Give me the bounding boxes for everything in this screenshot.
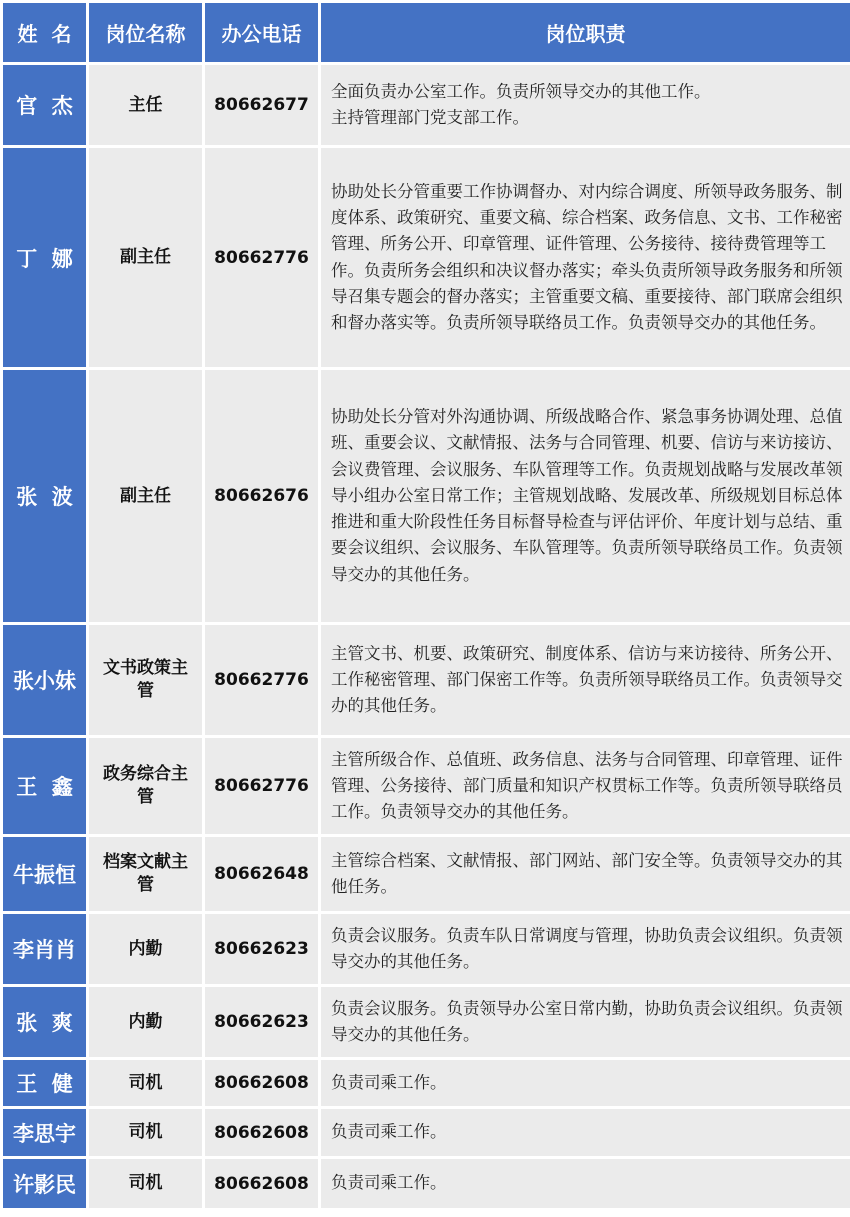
- duty-text: 负责司乘工作。: [331, 1122, 447, 1142]
- table-row: [3, 148, 850, 367]
- phone-cell: 80662776: [205, 625, 318, 735]
- duty-cell: [321, 914, 850, 984]
- duty-cell: [321, 1060, 850, 1106]
- position-cell: 副主任: [89, 370, 202, 622]
- name-cell: 王 健: [3, 1060, 86, 1106]
- table-row: [3, 1159, 850, 1208]
- name-cell: 李肖肖: [3, 914, 86, 984]
- header-row: [3, 3, 850, 62]
- duty-text: 主管综合档案、文献情报、部门网站、部门安全等。负责领导交办的其他任务。: [331, 850, 843, 896]
- phone-cell: 80662608: [205, 1109, 318, 1156]
- duty-cell: [321, 837, 850, 911]
- duty-cell: [321, 987, 850, 1057]
- header-name: 姓 名: [3, 3, 86, 62]
- header-duty: 岗位职责: [321, 3, 850, 62]
- table-row: [3, 837, 850, 911]
- header-position: 岗位名称: [89, 3, 202, 62]
- duty-cell: [321, 738, 850, 834]
- phone-cell: 80662608: [205, 1159, 318, 1208]
- name-cell: 张小妹: [3, 625, 86, 735]
- position-cell: 文书政策主管: [89, 625, 202, 735]
- name-cell: 丁 娜: [3, 148, 86, 367]
- position-cell: 内勤: [89, 914, 202, 984]
- name-cell: 许影民: [3, 1159, 86, 1208]
- table-row: [3, 987, 850, 1057]
- name-cell: 张 爽: [3, 987, 86, 1057]
- table-row: [3, 625, 850, 735]
- header-phone: 办公电话: [205, 3, 318, 62]
- duty-text: 负责司乘工作。: [331, 1173, 447, 1193]
- phone-cell: 80662776: [205, 738, 318, 834]
- duty-cell: [321, 1159, 850, 1208]
- duty-text: 负责会议服务。负责车队日常调度与管理，协助负责会议组织。负责领导交办的其他任务。: [331, 925, 843, 971]
- name-cell: 官 杰: [3, 65, 86, 145]
- table-row: [3, 914, 850, 984]
- duty-text: 主管所级合作、总值班、政务信息、法务与合同管理、印章管理、证件管理、公务接待、部门质量和知识产权贯标工作等。负责所领导联络员工作。负责领导交办的其他任务。: [331, 749, 843, 822]
- name-cell: 牛振恒: [3, 837, 86, 911]
- duty-cell: [321, 370, 850, 622]
- table-row: [3, 370, 850, 622]
- position-cell: 政务综合主管: [89, 738, 202, 834]
- phone-cell: 80662648: [205, 837, 318, 911]
- duty-cell: [321, 1109, 850, 1156]
- position-cell: 司机: [89, 1109, 202, 1156]
- table-row: [3, 1109, 850, 1156]
- phone-cell: 80662623: [205, 914, 318, 984]
- phone-cell: 80662676: [205, 370, 318, 622]
- phone-cell: 80662677: [205, 65, 318, 145]
- duty-text: 主管文书、机要、政策研究、制度体系、信访与来访接待、所务公开、工作秘密管理、部门保密工作等。负责所领导联络员工作。负责领导交办的其他任务。: [331, 643, 843, 716]
- duty-text: 协助处长分管对外沟通协调、所级战略合作、紧急事务协调处理、总值班、重要会议、文献情报、法务与合同管理、机要、信访与来访接访、会议费管理、会议服务、车队管理等工作。负责规划战略与发展改革领导小组办公室日常工作；主管规划战略、发展改革、所级规划目标总体推进和重大阶段性任务目标督导检查与评估评价、年度计划与总结、重要会议组织、会议服务、车队管理等。负责所领导联络员工作。负责领导交办的其他任务。: [331, 406, 843, 584]
- table-row: [3, 65, 850, 145]
- name-cell: 王 鑫: [3, 738, 86, 834]
- duty-text: 负责司乘工作。: [331, 1072, 447, 1092]
- name-cell: 张 波: [3, 370, 86, 622]
- phone-cell: 80662776: [205, 148, 318, 367]
- position-cell: 内勤: [89, 987, 202, 1057]
- duty-cell: [321, 148, 850, 367]
- position-cell: 司机: [89, 1060, 202, 1106]
- table-row: [3, 738, 850, 834]
- position-cell: 主任: [89, 65, 202, 145]
- phone-cell: 80662623: [205, 987, 318, 1057]
- position-cell: 副主任: [89, 148, 202, 367]
- table-row: [3, 1060, 850, 1106]
- duty-text: 协助处长分管重要工作协调督办、对内综合调度、所领导政务服务、制度体系、政策研究、重要文稿、综合档案、政务信息、文书、工作秘密管理、所务公开、印章管理、证件管理、公务接待、接待费管理等工作。负责所务会组织和决议督办落实；牵头负责所领导政务服务和所领导召集专题会的督办落实；主管重要文稿、重要接待、部门联席会组织和督办落实等。负责所领导联络员工作。负责领导交办的其他任务。: [331, 181, 843, 333]
- position-cell: 司机: [89, 1159, 202, 1208]
- duty-cell: [321, 65, 850, 145]
- duty-cell: [321, 625, 850, 735]
- duty-text: 负责会议服务。负责领导办公室日常内勤，协助负责会议组织。负责领导交办的其他任务。: [331, 998, 843, 1044]
- duty-text: 全面负责办公室工作。负责所领导交办的其他工作。 主持管理部门党支部工作。: [331, 81, 711, 127]
- position-cell: 档案文献主管: [89, 837, 202, 911]
- phone-cell: 80662608: [205, 1060, 318, 1106]
- name-cell: 李思宇: [3, 1109, 86, 1156]
